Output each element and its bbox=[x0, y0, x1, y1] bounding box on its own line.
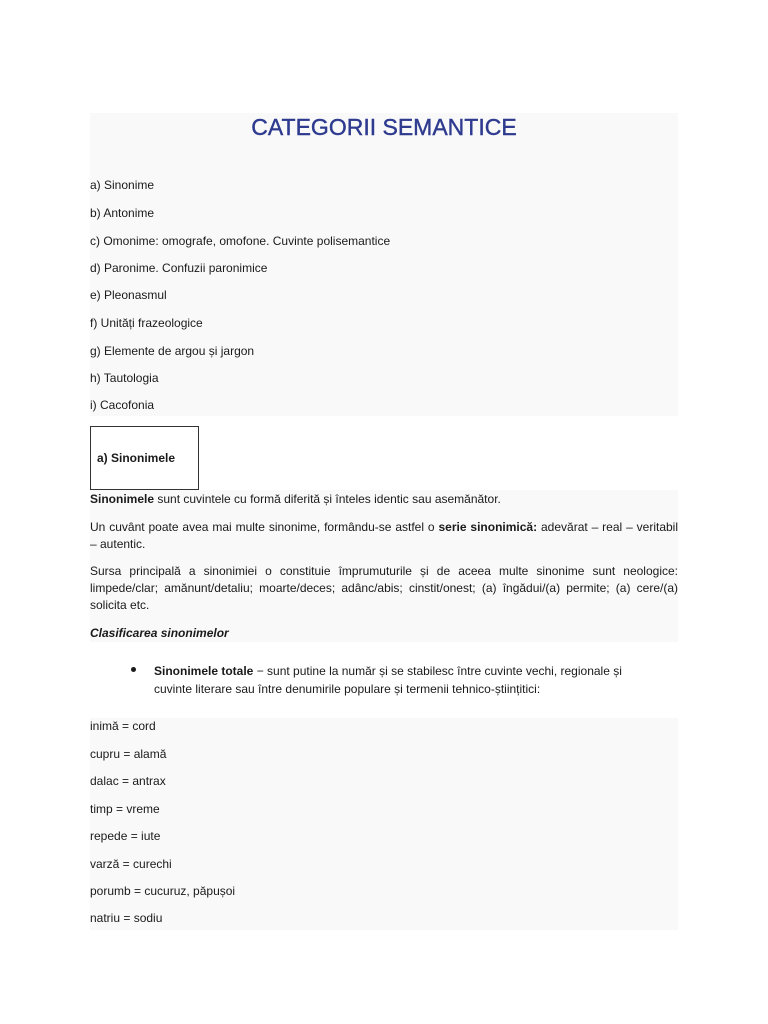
category-item: g) Elemente de argou și jargon bbox=[90, 344, 255, 358]
definition-text: sunt cuvintele cu formă diferită și înteles identic sau asemănător. bbox=[154, 492, 501, 506]
definition-term: Sinonimele bbox=[90, 492, 155, 506]
category-item: c) Omonime: omografe, omofone. Cuvinte polisemantice bbox=[90, 234, 391, 248]
page-title: CATEGORII SEMANTICE bbox=[251, 114, 517, 140]
bullet-text: − sunt putine la număr și se stabilesc între cuvinte vechi, regionale și cuvinte literare sau între denumirile populare și termenii tehnico-științitici: bbox=[154, 664, 622, 696]
bullet-icon bbox=[131, 667, 136, 672]
category-item: b) Antonime bbox=[90, 206, 155, 220]
example-item: varză = curechi bbox=[90, 857, 172, 871]
bullet-item bbox=[154, 662, 654, 698]
example-item: repede = iute bbox=[90, 829, 161, 843]
category-item: e) Pleonasmul bbox=[90, 288, 167, 302]
series-text-before: Un cuvânt poate avea mai multe sinonime, formându-se astfel o bbox=[90, 520, 439, 534]
category-item: h) Tautologia bbox=[90, 371, 159, 385]
source-paragraph: Sursa principală a sinonimiei o constituie împrumuturile și de aceea multe sinonime sunt neologice: limpede/clar; amănunt/detaliu; moarte/deces; adânc/abis; cinstit/onest; (a) îngădui/(a) permite; (a) cere/(a) solicita etc. bbox=[90, 564, 678, 612]
example-item: timp = vreme bbox=[90, 802, 160, 816]
category-item: i) Cacofonia bbox=[90, 398, 155, 412]
section-heading: a) Sinonimele bbox=[97, 451, 176, 465]
example-item: porumb = cucuruz, păpușoi bbox=[90, 884, 236, 898]
example-item: dalac = antrax bbox=[90, 774, 166, 788]
category-item: d) Paronime. Confuzii paronimice bbox=[90, 261, 268, 275]
classification-heading: Clasificarea sinonimelor bbox=[90, 626, 229, 640]
definition-paragraph bbox=[90, 491, 678, 508]
series-term: serie sinonimică: bbox=[438, 520, 538, 534]
category-item: f) Unități frazeologice bbox=[90, 316, 203, 330]
example-item: cupru = alamă bbox=[90, 747, 167, 761]
series-paragraph bbox=[90, 519, 678, 553]
section-heading-box bbox=[90, 426, 199, 490]
example-item: natriu = sodiu bbox=[90, 911, 163, 925]
category-item: a) Sinonime bbox=[90, 178, 155, 192]
series-text-after: adevărat – real – veritabil – autentic. bbox=[90, 520, 679, 551]
bullet-term: Sinonimele totale bbox=[154, 664, 254, 678]
example-item: inimă = cord bbox=[90, 719, 156, 733]
